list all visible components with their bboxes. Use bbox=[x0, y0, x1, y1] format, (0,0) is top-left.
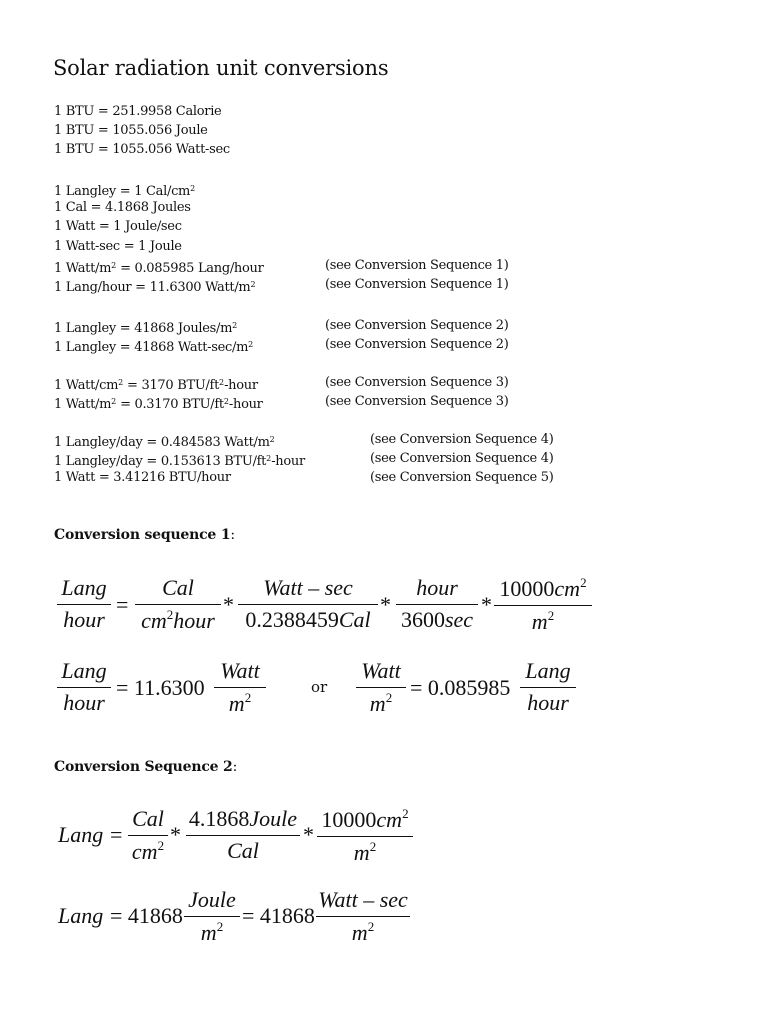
conversion-note: (see Conversion Sequence 4) bbox=[370, 432, 554, 447]
seq2-fraction-3: $10000cm^2$ $m^2$ bbox=[317, 806, 413, 866]
sequence-1-heading bbox=[54, 527, 235, 543]
conversion-text: 1 Watt/m bbox=[54, 397, 112, 413]
conversion-text: -hour bbox=[228, 397, 263, 413]
conversion-line bbox=[54, 337, 253, 356]
conversion-line bbox=[54, 142, 230, 158]
conversion-text: 1 Langley = 41868 Joules/m bbox=[54, 321, 233, 336]
equals-sign: = bbox=[116, 592, 129, 617]
conversion-line bbox=[54, 219, 182, 235]
seq2-fraction-2: 4.1868Joule Cal bbox=[186, 806, 300, 864]
lhs-term: Lang bbox=[58, 903, 104, 928]
superscript: 2 bbox=[266, 454, 272, 464]
superscript: 2 bbox=[223, 397, 229, 407]
conversion-note: (see Conversion Sequence 1) bbox=[325, 257, 509, 273]
conversion-line bbox=[54, 470, 231, 486]
eq2-rhs2-fraction: Lang hour bbox=[520, 658, 576, 716]
conversion-text: 1 Langley = 41868 Watt-sec/m bbox=[54, 340, 249, 356]
superscript: 2 bbox=[118, 378, 124, 387]
multiply-sign: * bbox=[170, 822, 181, 847]
conversion-text: 1 BTU = 1055.056 Watt-sec bbox=[54, 142, 230, 158]
sequence-2-heading bbox=[54, 759, 237, 775]
superscript: 2 bbox=[250, 280, 256, 289]
conversion-note: (see Conversion Sequence 5) bbox=[370, 470, 554, 486]
conversion-line bbox=[54, 239, 182, 255]
eq1-fraction-1: Cal $cm^2hour$ bbox=[135, 575, 221, 634]
multiply-sign: * bbox=[380, 592, 391, 617]
superscript: 2 bbox=[219, 378, 225, 387]
coefficient: = 11.6300 bbox=[116, 675, 205, 700]
sequence-1-heading-colon: : bbox=[230, 527, 235, 543]
conversion-note: (see Conversion Sequence 4) bbox=[370, 451, 554, 467]
conversion-line bbox=[54, 375, 258, 394]
eq2-lhs2-fraction: Watt $m^2$ bbox=[356, 658, 406, 717]
conversion-note: (see Conversion Sequence 1) bbox=[325, 277, 509, 292]
coefficient: = 41868 bbox=[110, 903, 183, 928]
conversion-text: 1 Cal = 4.1868 Joules bbox=[54, 200, 191, 216]
conversion-note: (see Conversion Sequence 2) bbox=[325, 337, 509, 353]
seq2-rhs-fraction-2: Watt – sec $m^2$ bbox=[316, 887, 410, 946]
conversion-line bbox=[54, 277, 256, 296]
superscript: 2 bbox=[111, 397, 117, 407]
multiply-sign: * bbox=[481, 592, 492, 617]
eq2-rhs-fraction: Watt $m^2$ bbox=[214, 658, 266, 717]
superscript: 2 bbox=[190, 184, 196, 193]
seq2-rhs-fraction-1: Joule $m^2$ bbox=[184, 887, 240, 946]
multiply-sign: * bbox=[223, 592, 234, 617]
conversion-text: 1 Watt/m bbox=[54, 260, 112, 276]
equals-sign: = bbox=[110, 822, 123, 847]
eq1-fraction-3: hour 3600sec bbox=[396, 575, 478, 633]
conversion-text: 1 Langley/day = 0.153613 BTU/ft bbox=[54, 454, 267, 470]
conversion-text: 1 Langley = 1 Cal/cm bbox=[54, 184, 191, 199]
conversion-text: 1 Watt/cm bbox=[54, 378, 119, 393]
conversion-text: = 0.3170 BTU/ft bbox=[116, 397, 224, 413]
conversion-text: 1 Lang/hour = 11.6300 Watt/m bbox=[54, 280, 251, 295]
coefficient: = 41868 bbox=[242, 903, 315, 928]
page-title: Solar radiation unit conversions bbox=[53, 56, 389, 80]
sequence-2-heading-colon: : bbox=[232, 759, 238, 775]
conversion-line bbox=[54, 123, 208, 139]
eq1-lhs-fraction: Lang hour bbox=[57, 575, 111, 633]
conversion-text: -hour bbox=[224, 378, 258, 393]
eq2-lhs-fraction: Lang hour bbox=[57, 658, 111, 716]
conversion-line bbox=[54, 258, 264, 277]
lhs-term: Lang bbox=[58, 822, 104, 847]
seq2-fraction-1: Cal $cm^2$ bbox=[128, 806, 168, 865]
coefficient: = 0.085985 bbox=[410, 675, 511, 700]
conversion-text: 1 BTU = 251.9958 Calorie bbox=[54, 104, 222, 119]
superscript: 2 bbox=[111, 260, 117, 270]
superscript: 2 bbox=[232, 321, 238, 330]
conversion-text: 1 Watt = 1 Joule/sec bbox=[54, 219, 182, 235]
conversion-line bbox=[54, 394, 263, 413]
conversion-text: 1 Watt-sec = 1 Joule bbox=[54, 238, 182, 254]
sequence-1-heading-text: Conversion sequence 1 bbox=[54, 527, 231, 543]
conversion-note: (see Conversion Sequence 3) bbox=[325, 394, 509, 410]
conversion-text: 1 Langley/day = 0.484583 Watt/m bbox=[54, 435, 270, 450]
conversion-text: = 0.085985 Lang/hour bbox=[116, 260, 264, 276]
conversion-line bbox=[54, 104, 221, 120]
superscript: 2 bbox=[248, 340, 254, 350]
conversion-note: (see Conversion Sequence 2) bbox=[325, 318, 509, 333]
or-label: or bbox=[311, 678, 328, 696]
sequence-2-heading-text: Conversion Sequence 2 bbox=[54, 759, 233, 775]
superscript: 2 bbox=[269, 435, 275, 444]
eq1-fraction-4: $10000cm^2$ $m^2$ bbox=[494, 575, 592, 635]
eq1-fraction-2: Watt – sec 0.2388459Cal bbox=[238, 575, 378, 633]
conversion-line bbox=[54, 432, 275, 451]
conversion-text: -hour bbox=[271, 454, 305, 470]
conversion-text: = 3170 BTU/ft bbox=[123, 378, 219, 393]
conversion-note: (see Conversion Sequence 3) bbox=[325, 375, 509, 390]
multiply-sign: * bbox=[303, 822, 314, 847]
conversion-line bbox=[54, 181, 195, 200]
conversion-text: 1 Watt = 3.41216 BTU/hour bbox=[54, 470, 231, 486]
conversion-line bbox=[54, 200, 191, 216]
conversion-text: 1 BTU = 1055.056 Joule bbox=[54, 123, 208, 139]
conversion-line bbox=[54, 318, 237, 337]
conversion-line bbox=[54, 451, 305, 470]
